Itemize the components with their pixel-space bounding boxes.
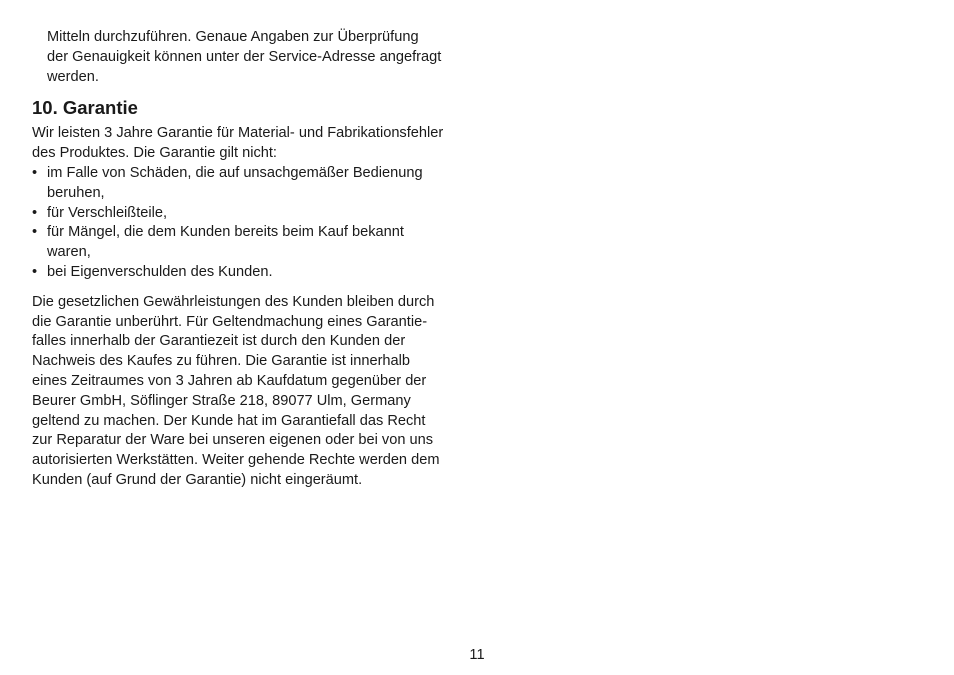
intro-line: der Genauigkeit können unter der Service-Adresse angefragt — [47, 48, 442, 65]
paragraph-line: des Produktes. Die Garantie gilt nicht: — [32, 145, 277, 162]
bullet-icon: • — [32, 164, 38, 181]
paragraph-line: eines Zeitraumes von 3 Jahren ab Kaufdatum gegenüber der — [32, 372, 427, 389]
list-item-line: waren, — [47, 244, 91, 261]
paragraph-line: Die gesetzlichen Gewährleistungen des Kunden bleiben durch — [32, 293, 435, 310]
list-item-line: im Falle von Schäden, die auf unsachgemäßer Bedienung — [47, 164, 423, 181]
manual-page — [32, 28, 472, 491]
paragraph-line: die Garantie unberührt. Für Geltendmachung eines Garantie- — [32, 313, 428, 330]
list-item — [32, 204, 472, 224]
bullet-icon: • — [32, 263, 38, 280]
list-item — [32, 164, 472, 204]
paragraph-line: zur Reparatur der Ware bei unseren eigenen oder bei von uns — [32, 432, 434, 449]
section-heading: 10. Garantie — [32, 97, 138, 119]
paragraph-line: falles innerhalb der Garantiezeit ist durch den Kunden der — [32, 333, 406, 350]
warranty-rights-paragraph — [32, 293, 472, 491]
list-item-line: beruhen, — [47, 184, 105, 201]
bullet-icon: • — [32, 224, 38, 241]
intro-paragraph — [32, 28, 472, 87]
list-item-line: bei Eigenverschulden des Kunden. — [47, 263, 273, 280]
bullet-icon: • — [32, 204, 38, 221]
list-item-line: für Verschleißteile, — [47, 204, 168, 221]
page-number: 11 — [469, 647, 485, 663]
list-item — [32, 223, 472, 263]
paragraph-line: autorisierten Werkstätten. Weiter gehende Rechte werden dem — [32, 452, 440, 469]
paragraph-line: geltend zu machen. Der Kunde hat im Garantiefall das Recht — [32, 412, 426, 429]
intro-line: werden. — [47, 68, 99, 85]
paragraph-line: Beurer GmbH, Söflinger Straße 218, 89077 Ulm, Germany — [32, 392, 411, 409]
warranty-intro-paragraph — [32, 124, 472, 164]
paragraph-line: Kunden (auf Grund der Garantie) nicht eingeräumt. — [32, 471, 363, 488]
list-item — [32, 263, 472, 283]
paragraph-line: Wir leisten 3 Jahre Garantie für Material- und Fabrikationsfehler — [32, 125, 444, 142]
exclusions-list — [32, 164, 472, 283]
list-item-line: für Mängel, die dem Kunden bereits beim Kauf bekannt — [47, 224, 404, 241]
intro-line: Mitteln durchzuführen. Genaue Angaben zur Überprüfung — [47, 29, 419, 45]
paragraph-line: Nachweis des Kaufes zu führen. Die Garantie ist innerhalb — [32, 353, 411, 370]
